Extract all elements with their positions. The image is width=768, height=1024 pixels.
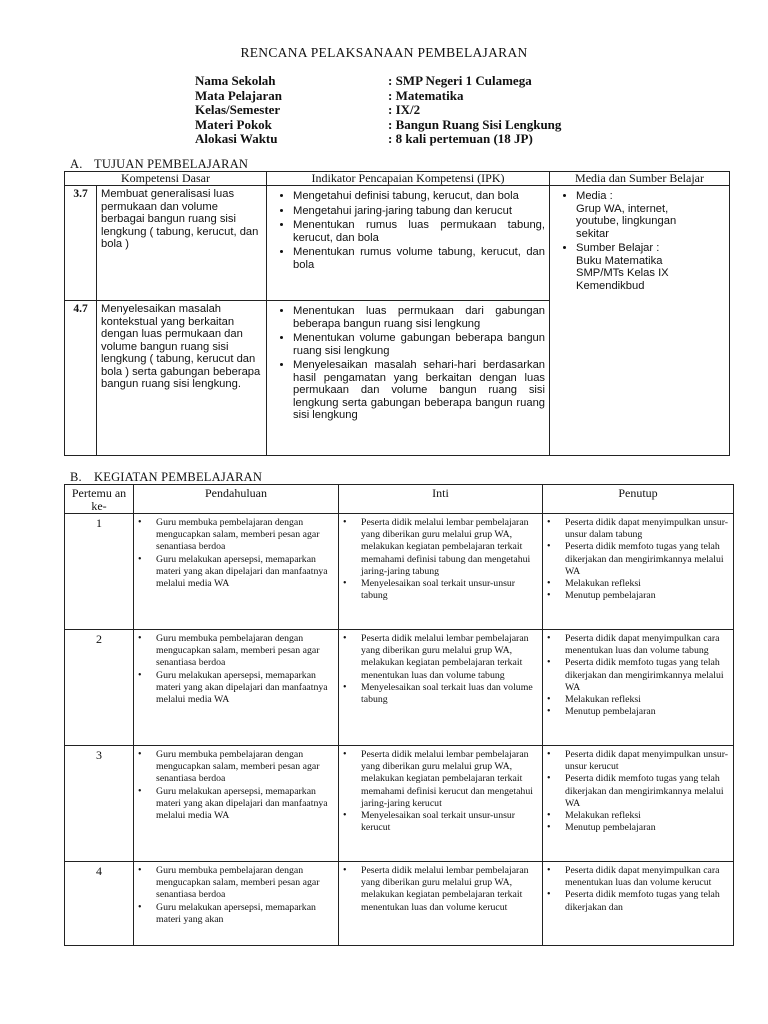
list-item: • Melakukan refleksi (565, 810, 729, 822)
activities-table (64, 484, 734, 946)
inti-cell (339, 862, 543, 946)
info-label: Kelas/Semester (195, 102, 281, 117)
list-item: • Guru melakukan apersepsi, memaparkan materi yang akan dipelajari dan manfaatnya melalui media WA (156, 786, 334, 823)
list-item: • Guru melakukan apersepsi, memaparkan materi yang akan dipelajari dan manfaatnya melalui media WA (156, 554, 334, 591)
table-row (65, 862, 734, 946)
penutup-cell (543, 514, 734, 630)
ipk-item: • Menentukan rumus volume tabung, kerucut, dan bola (293, 246, 545, 271)
header-ipk: Indikator Pencapaian Kompetensi (IPK) (267, 172, 550, 186)
pendahuluan-cell (134, 862, 339, 946)
section-b-title: KEGIATAN PEMBELAJARAN (94, 470, 263, 484)
list-item: • Guru melakukan apersepsi, memaparkan materi yang akan (156, 902, 334, 926)
ipk-item: • Menentukan rumus luas permukaan tabung, kerucut, dan bola (293, 219, 545, 244)
penutup-cell (543, 862, 734, 946)
list-item: • Melakukan refleksi (565, 578, 729, 590)
media-label: • Sumber Belajar : (576, 242, 660, 254)
header-kompetensi-dasar: Kompetensi Dasar (65, 172, 267, 186)
pendahuluan-cell (134, 514, 339, 630)
list-item: • Menutup pembelajaran (565, 590, 729, 602)
info-value: : SMP Negeri 1 Culamega (388, 73, 532, 88)
table-header-row (65, 172, 730, 186)
info-value: : Matematika (388, 87, 464, 103)
list-item: • Menutup pembelajaran (565, 822, 729, 834)
penutup-cell (543, 630, 734, 746)
list-item: • Guru membuka pembelajaran dengan mengucapkan salam, memberi pesan agar senantiasa berdoa (156, 865, 334, 902)
list-item: • Peserta didik melalui lembar pembelajaran yang diberikan guru melalui grup WA, melakukan kegiatan pembelajaran terkait menentukan luas dan volume tabung (361, 633, 538, 682)
ipk-cell (267, 186, 550, 301)
list-item: • Peserta didik memfoto tugas yang telah dikerjakan dan (565, 889, 729, 913)
list-item: • Guru membuka pembelajaran dengan mengucapkan salam, memberi pesan agar senantiasa berdoa (156, 749, 334, 786)
list-item: • Peserta didik memfoto tugas yang telah dikerjakan dan mengirimkannya melalui WA (565, 657, 729, 694)
list-item: • Guru membuka pembelajaran dengan mengucapkan salam, memberi pesan agar senantiasa berdoa (156, 517, 334, 554)
list-item: • Menyelesaikan soal terkait unsur-unsur kerucut (361, 810, 538, 834)
media-line: Kemendikbud (576, 279, 645, 292)
list-item: • Peserta didik melalui lembar pembelajaran yang diberikan guru melalui grup WA, melakukan kegiatan pembelajaran terkait menentukan luas dan volume kerucut (361, 865, 538, 914)
list-item: • Guru melakukan apersepsi, memaparkan materi yang akan dipelajari dan manfaatnya melalui media WA (156, 670, 334, 707)
list-item: • Peserta didik dapat menyimpulkan cara menentukan luas dan volume tabung (565, 633, 729, 657)
section-a-heading (70, 157, 248, 172)
section-a-number: A. (70, 157, 83, 171)
info-value: : Bangun Ruang Sisi Lengkung (388, 116, 562, 132)
table-row (65, 186, 730, 301)
section-a-title: TUJUAN PEMBELAJARAN (94, 157, 249, 171)
media-line: Buku Matematika (576, 254, 663, 267)
list-item: • Menyelesaikan soal terkait unsur-unsur tabung (361, 578, 538, 602)
list-item: • Peserta didik dapat menyimpulkan cara menentukan luas dan volume kerucut (565, 865, 729, 889)
table-row (65, 630, 734, 746)
meeting-number: 2 (65, 630, 134, 746)
info-row (195, 74, 561, 89)
document-title: RENCANA PELAKSANAAN PEMBELAJARAN (240, 45, 528, 60)
header-media: Media dan Sumber Belajar (550, 172, 730, 186)
list-item: • Melakukan refleksi (565, 694, 729, 706)
info-label: Materi Pokok (195, 116, 272, 132)
list-item: • Menyelesaikan soal terkait luas dan volume tabung (361, 682, 538, 706)
table-header-row (65, 485, 734, 514)
media-item (576, 242, 725, 292)
list-item: • Peserta didik melalui lembar pembelajaran yang diberikan guru melalui grup WA, melakukan kegiatan pembelajaran terkait memahami definisi kerucut dan mengetahui jaring-jaring kerucut (361, 749, 538, 810)
inti-cell (339, 746, 543, 862)
table-row (65, 746, 734, 862)
ipk-item: • Mengetahui jaring-jaring tabung dan kerucut (293, 205, 545, 218)
ipk-item: • Menentukan volume gabungan beberapa bangun ruang sisi lengkung (293, 332, 545, 357)
meeting-number: 4 (65, 862, 134, 946)
info-row (195, 89, 561, 104)
section-b-number: B. (70, 470, 82, 484)
info-row (195, 132, 561, 147)
list-item: • Peserta didik dapat menyimpulkan unsur-unsur kerucut (565, 749, 729, 773)
media-line: Grup WA, internet, (576, 202, 669, 215)
ipk-item: • Menyelesaikan masalah sehari-hari berdasarkan hasil pengamatan yang berkaitan dengan luas permukaan dan volume bangun ruang sisi lengkung serta gabungan beberapa bangun ruang sisi lengkung (293, 359, 545, 422)
info-label: Alokasi Waktu (195, 131, 278, 146)
inti-cell (339, 630, 543, 746)
meeting-number: 3 (65, 746, 134, 862)
media-label: • Media : (576, 190, 613, 202)
info-label: Mata Pelajaran (195, 87, 283, 103)
header-pendahuluan: Pendahuluan (134, 485, 339, 514)
header-inti: Inti (339, 485, 543, 514)
penutup-cell (543, 746, 734, 862)
info-row (195, 103, 561, 118)
table-row (65, 514, 734, 630)
ipk-item: • Menentukan luas permukaan dari gabungan beberapa bangun ruang sisi lengkung (293, 305, 545, 330)
inti-cell (339, 514, 543, 630)
list-item: • Menutup pembelajaran (565, 706, 729, 718)
ipk-item: • Mengetahui definisi tabung, kerucut, dan bola (293, 190, 545, 203)
kd-text: Membuat generalisasi luas permukaan dan volume berbagai bangun ruang sisi lengkung ( tabung, kerucut, dan bola ) (97, 186, 267, 301)
info-row (195, 118, 561, 133)
list-item: • Peserta didik memfoto tugas yang telah dikerjakan dan mengirimkannya melalui WA (565, 541, 729, 578)
pendahuluan-cell (134, 630, 339, 746)
list-item: • Peserta didik melalui lembar pembelajaran yang diberikan guru melalui grup WA, melakukan kegiatan pembelajaran terkait memahami definisi tabung dan mengetahui jaring-jaring tabung (361, 517, 538, 578)
info-value: : IX/2 (388, 102, 421, 117)
media-line: sekitar (576, 227, 609, 240)
meeting-number: 1 (65, 514, 134, 630)
media-item (576, 190, 725, 240)
section-b-heading (70, 470, 262, 485)
media-line: SMP/MTs Kelas IX (576, 267, 669, 279)
info-label: Nama Sekolah (195, 73, 276, 88)
kd-text: Menyelesaikan masalah kontekstual yang berkaitan dengan luas permukaan dan volume bangun ruang sisi lengkung ( tabung, kerucut dan bola ) serta gabungan beberapa bangun ruang sisi lengkung. (97, 301, 267, 456)
list-item: • Guru membuka pembelajaran dengan mengucapkan salam, memberi pesan agar senantiasa berdoa (156, 633, 334, 670)
identity-block (195, 74, 561, 147)
header-penutup: Penutup (543, 485, 734, 514)
info-value: : 8 kali pertemuan (18 JP) (388, 131, 533, 146)
kd-number: 4.7 (65, 301, 97, 456)
pendahuluan-cell (134, 746, 339, 862)
objectives-table (64, 171, 730, 456)
ipk-cell (267, 301, 550, 456)
header-pertemuan: Pertemu an ke- (65, 485, 134, 514)
media-cell (550, 186, 730, 456)
kd-number: 3.7 (65, 186, 97, 301)
list-item: • Peserta didik memfoto tugas yang telah dikerjakan dan mengirimkannya melalui WA (565, 773, 729, 810)
media-line: youtube, lingkungan (576, 215, 677, 227)
list-item: • Peserta didik dapat menyimpulkan unsur-unsur dalam tabung (565, 517, 729, 541)
